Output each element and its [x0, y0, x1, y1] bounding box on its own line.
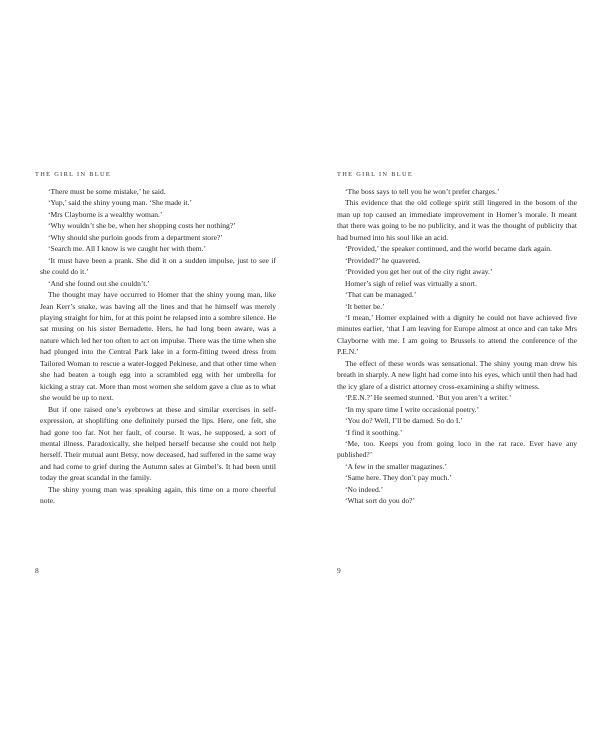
paragraph: ‘Search me. All I know is we caught her with them.’: [48, 244, 207, 254]
paragraph: ‘Provided?’ he quavered.: [345, 255, 421, 265]
paragraph: This evidence that the old college spirit still lingered in the bosom of the man up top caused an immediate improvement in Homer’s morale. It meant that there was going to be no publicity, and it was the thought of publicity that had burned into his soul like an acid.: [337, 198, 577, 242]
paragraph: ‘No indeed.’: [345, 484, 384, 494]
paragraph: ‘Why should she purloin goods from a department store?’: [48, 232, 223, 242]
paragraph: ‘It better be.’: [345, 301, 385, 311]
page-number: 9: [337, 566, 341, 575]
paragraph: ‘Why wouldn’t she be, when her shopping costs her nothing?’: [48, 221, 236, 231]
paragraph: ‘Same here. They don’t pay much.’: [345, 473, 452, 483]
paragraph: Homer’s sigh of relief was virtually a snort.: [345, 278, 477, 288]
page-number: 8: [35, 566, 39, 575]
paragraph: ‘P.E.N.?’ He seemed stunned. ‘But you aren’t a writer.’: [345, 393, 512, 403]
paragraph: ‘Me, too. Keeps you from going loco in the rat race. Ever have any published?’: [337, 438, 577, 460]
paragraph: ‘Yup,’ said the shiny young man. ‘She made it.’: [48, 198, 192, 208]
paragraph: ‘A few in the smaller magazines.’: [345, 461, 447, 471]
running-head: THE GIRL IN BLUE: [337, 171, 414, 178]
paragraph: ‘There must be some mistake,’ he said.: [48, 187, 166, 196]
paragraph: ‘Provided,’ the speaker continued, and the world became dark again.: [345, 244, 552, 254]
paragraph: But if one raised one’s eyebrows at these and similar exercises in self-expression, at shoplifting one definitely pursed the lips. Here, one felt, she had gone too far. Not her fault, of course. It was, he supposed, a sort of mental illness. Paradoxically, she helped herself because she could not help herself. Their mutual aunt Betsy, now deceased, had suffered in the same way and had come to grief during the Autumn sales at Gimbel’s. It had been until today the great scandal in the family.: [40, 404, 276, 483]
paragraph: ‘The boss says to tell you he won’t prefer charges.’: [345, 187, 500, 196]
paragraph: The effect of these words was sensational. The shiny young man drew his breath in sharply. A new light had come into his eyes, which until then had had the icy glare of a district attorney cross-examining a shifty witness.: [337, 358, 577, 391]
paragraph: ‘In my spare time I write occasional poetry.’: [345, 404, 480, 414]
running-head: THE GIRL IN BLUE: [35, 171, 112, 178]
paragraph: ‘You do? Well, I’ll be darned. So do I.’: [345, 416, 463, 426]
body-text: [337, 186, 577, 507]
paragraph: The shiny young man was speaking again, this time on a more cheerful note.: [40, 484, 276, 506]
paragraph: ‘And she found out she couldn’t.’: [48, 278, 150, 288]
right-page: [300, 0, 600, 750]
paragraph: ‘It must have been a prank. She did it on a sudden impulse, just to see if she could do it.’: [40, 255, 276, 277]
paragraph: ‘Mrs Clayborne is a wealthy woman.’: [48, 209, 163, 219]
paragraph: The thought may have occurred to Homer that the shiny young man, like Jean Kerr’s snake, was baving all the lines and that he himself was merely playing straight for him, for at this point he relapsed into a sombre silence. He sat musing on his sister Bernadette. Hers, he had long been aware, was a nature which led her too often to act on impulse. There was the time when she had plunged into the Central Park lake in a form-fitting tweed dress from Tailored Woman to rescue a water-logged Pekinese, and that other time when she had beaten a tough egg into a scrambled egg with her umbrella for kicking a stray cat. More than most women she seldom gave a clue as to what she would be up to next.: [40, 290, 276, 403]
paragraph: ‘I find it soothing.’: [345, 427, 403, 437]
body-text: [40, 186, 276, 507]
paragraph: ‘I mean,’ Homer explained with a dignity he could not have achieved five minutes earlier, ‘that I am leaving for Europe almost at once and can take Mrs Clayborne with me. I am going to Brussels to attend the conference of the P.E.N.’: [337, 312, 577, 357]
paragraph: ‘Provided you get her out of the city right away.’: [345, 267, 493, 277]
paragraph: ‘What sort do you do?’: [345, 496, 416, 506]
paragraph: ‘That can be managed.’: [345, 290, 417, 300]
